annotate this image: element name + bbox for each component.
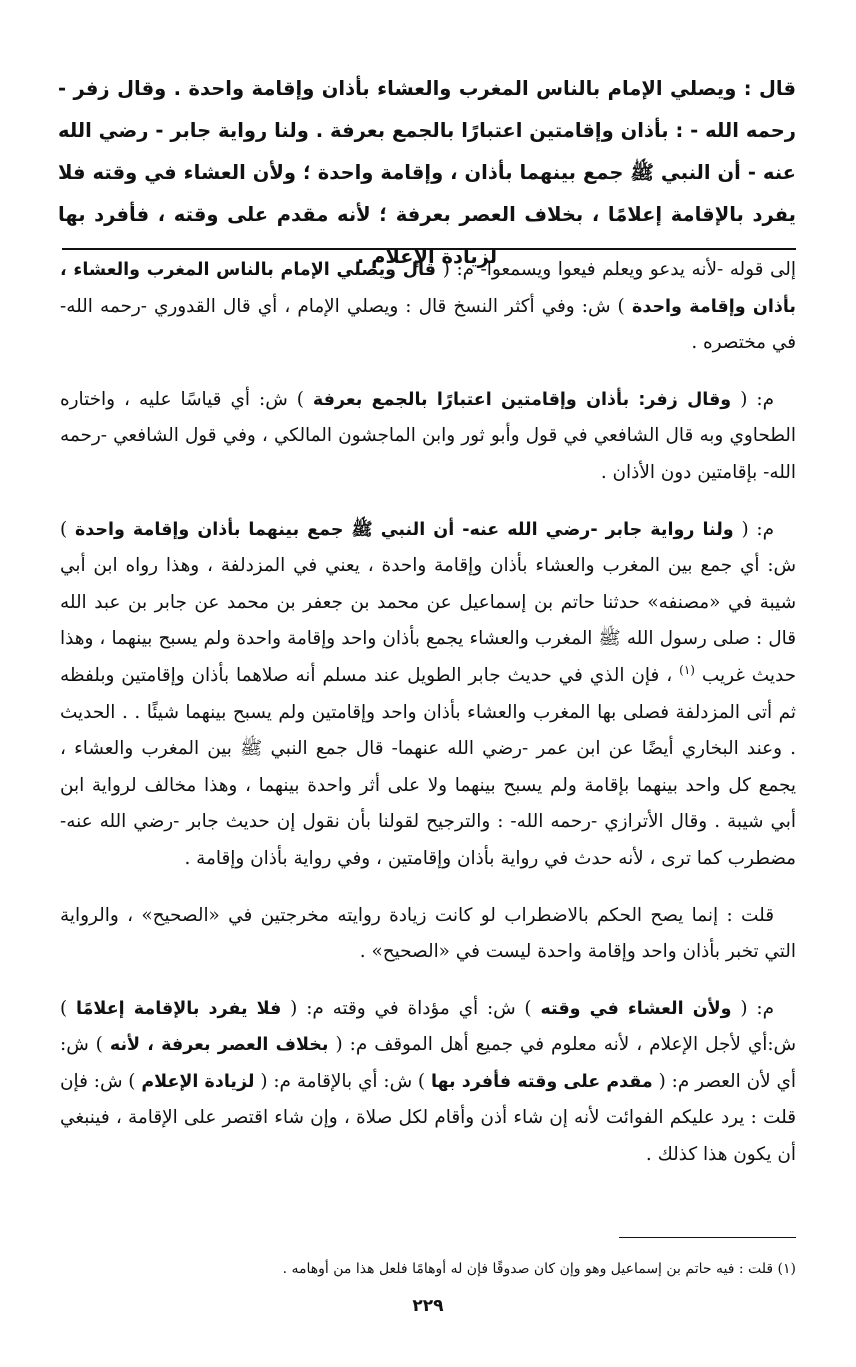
p3-quote: ولنا رواية جابر -رضي الله عنه- أن النبي ﷺ جمع بينهما بأذان وإقامة واحدة xyxy=(74,519,734,540)
p2-text-a: م: ( xyxy=(731,388,775,410)
commentary-paragraph-1 xyxy=(60,252,796,362)
footnote: (١) قلت : فيه حاتم بن إسماعيل وهو وإن كان صدوقًا فإن له أوهامًا فلعل هذا من أوهامه . xyxy=(282,1261,796,1277)
p5-quote-4: مقدم على وقته فأفرد بها xyxy=(430,1071,653,1092)
commentary-paragraph-3 xyxy=(60,512,796,878)
p5-quote-1: ولأن العشاء في وقته xyxy=(540,998,732,1019)
p1-text-c: ) ش: وفي أكثر النسخ قال : ويصلي الإمام ، أي قال القدوري -رحمه الله- في مختصره . xyxy=(60,295,796,354)
p5-text-k: ) ش: فإن قلت : يرد عليكم الفوائت لأنه إن شاء أذن وأقام لكل صلاة ، وإن شاء اقتصر على الإقامة ، فينبغي أن يكون هذا كذلك . xyxy=(60,1070,796,1166)
commentary-paragraph-5 xyxy=(60,991,796,1174)
p3-text-c: ) ش: أي جمع بين المغرب والعشاء بأذان وإقامة واحدة ، يعني في المزدلفة ، وهذا رواه ابن أبي شيبة في «مصنفه» حدثنا حاتم بن إسماعيل عن محمد بن جعفر بن محمد عن جابر بن عبد الله قال : صلى رسول الله ﷺ المغرب والعشاء يجمع بأذان واحد وإقامة واحدة ولم يسبح بينهما ، وهذا حديث غريب xyxy=(60,518,796,686)
commentary-paragraph-4: قلت : إنما يصح الحكم بالاضطراب لو كانت زيادة روايته مخرجتين في «الصحيح» ، والرواية التي تخبر بأذان واحد وإقامة واحدة ليست في «الصحيح» . xyxy=(60,904,796,963)
matn-text: قال : ويصلي الإمام بالناس المغرب والعشاء بأذان وإقامة واحدة . وقال زفر - رحمه الله - : بأذان وإقامتين اعتبارًا بالجمع بعرفة . ولنا رواية جابر - رضي الله عنه - أن النبي ﷺ جمع بينهما بأذان ، وإقامة واحدة ؛ ولأن العشاء في وقته فلا يفرد بالإقامة إعلامًا ، بخلاف العصر بعرفة ؛ لأنه مقدم على وقته ، فأفرد بها لزيادة الإعلام . xyxy=(58,77,796,268)
p1-text-a: إلى قوله -لأنه يدعو ويعلم فيعوا ويسمعوا- م: ( xyxy=(442,259,796,280)
footnote-divider xyxy=(619,1237,796,1238)
page-number: ٢٢٩ xyxy=(412,1296,444,1316)
p5-quote-5: لزيادة الإعلام xyxy=(141,1071,255,1092)
commentary-paragraph-2 xyxy=(60,382,796,492)
p5-text-i: ) ش: أي بالإقامة م: ( xyxy=(254,1070,431,1092)
p2-text-c: ) ش: أي قياسًا عليه ، واختاره الطحاوي وبه قال الشافعي في قول وأبو ثور وابن الماجشون المالكي ، وفي قول الشافعي -رحمه الله- بإقامتين دون الأذان . xyxy=(60,388,796,483)
p5-text-a: م: ( xyxy=(731,997,774,1019)
p3-text-a: م: ( xyxy=(733,518,774,540)
p5-text-g: ) ش: أي لأن العصر م: ( xyxy=(60,1034,796,1092)
commentary xyxy=(60,252,796,1194)
footnote-reference: (١) xyxy=(679,662,695,677)
p3-text-d: ، فإن الذي في حديث جابر الطويل عند مسلم أنه صلاهما بأذان وإقامتين وبلفظه ثم أتى المزدلفة فصلى بها المغرب والعشاء بأذان واحد وإقامتين ولم يسبح بينهما شيئًا . . الحديث . وعند البخاري أيضًا عن ابن عمر -رضي الله عنهما- قال جمع النبي ﷺ بين المغرب والعشاء ، يجمع كل واحد بينهما بإقامة ولم يسبح بينهما ولا على أثر واحدة بينهما ، وهذا مخالف لرواية ابن أبي شيبة . وقال الأترازي -رحمه الله- : والترجيح لقولنا بأن نقول إن حديث جابر -رضي الله عنه- مضطرب كما ترى ، لأنه حدث في رواية بأذان وإقامتين ، وفي رواية بأذان وإقامة . xyxy=(60,664,796,869)
p1-quote: قال ويصلي الإمام بالناس المغرب والعشاء ، بأذان وإقامة واحدة xyxy=(60,260,796,317)
matn-divider xyxy=(62,248,796,250)
p5-quote-2: فلا يفرد بالإقامة إعلامًا xyxy=(76,998,282,1019)
p5-quote-3: بخلاف العصر بعرفة ، لأنه xyxy=(109,1035,329,1056)
p5-text-e: ) ش:أي لأجل الإعلام ، لأنه معلوم في جميع أهل الموقف م: ( xyxy=(60,997,796,1056)
p5-text-c: ) ش: أي مؤداة في وقته م: ( xyxy=(281,997,541,1019)
p2-quote: وقال زفر: بأذان وإقامتين اعتبارًا بالجمع بعرفة xyxy=(312,389,732,410)
